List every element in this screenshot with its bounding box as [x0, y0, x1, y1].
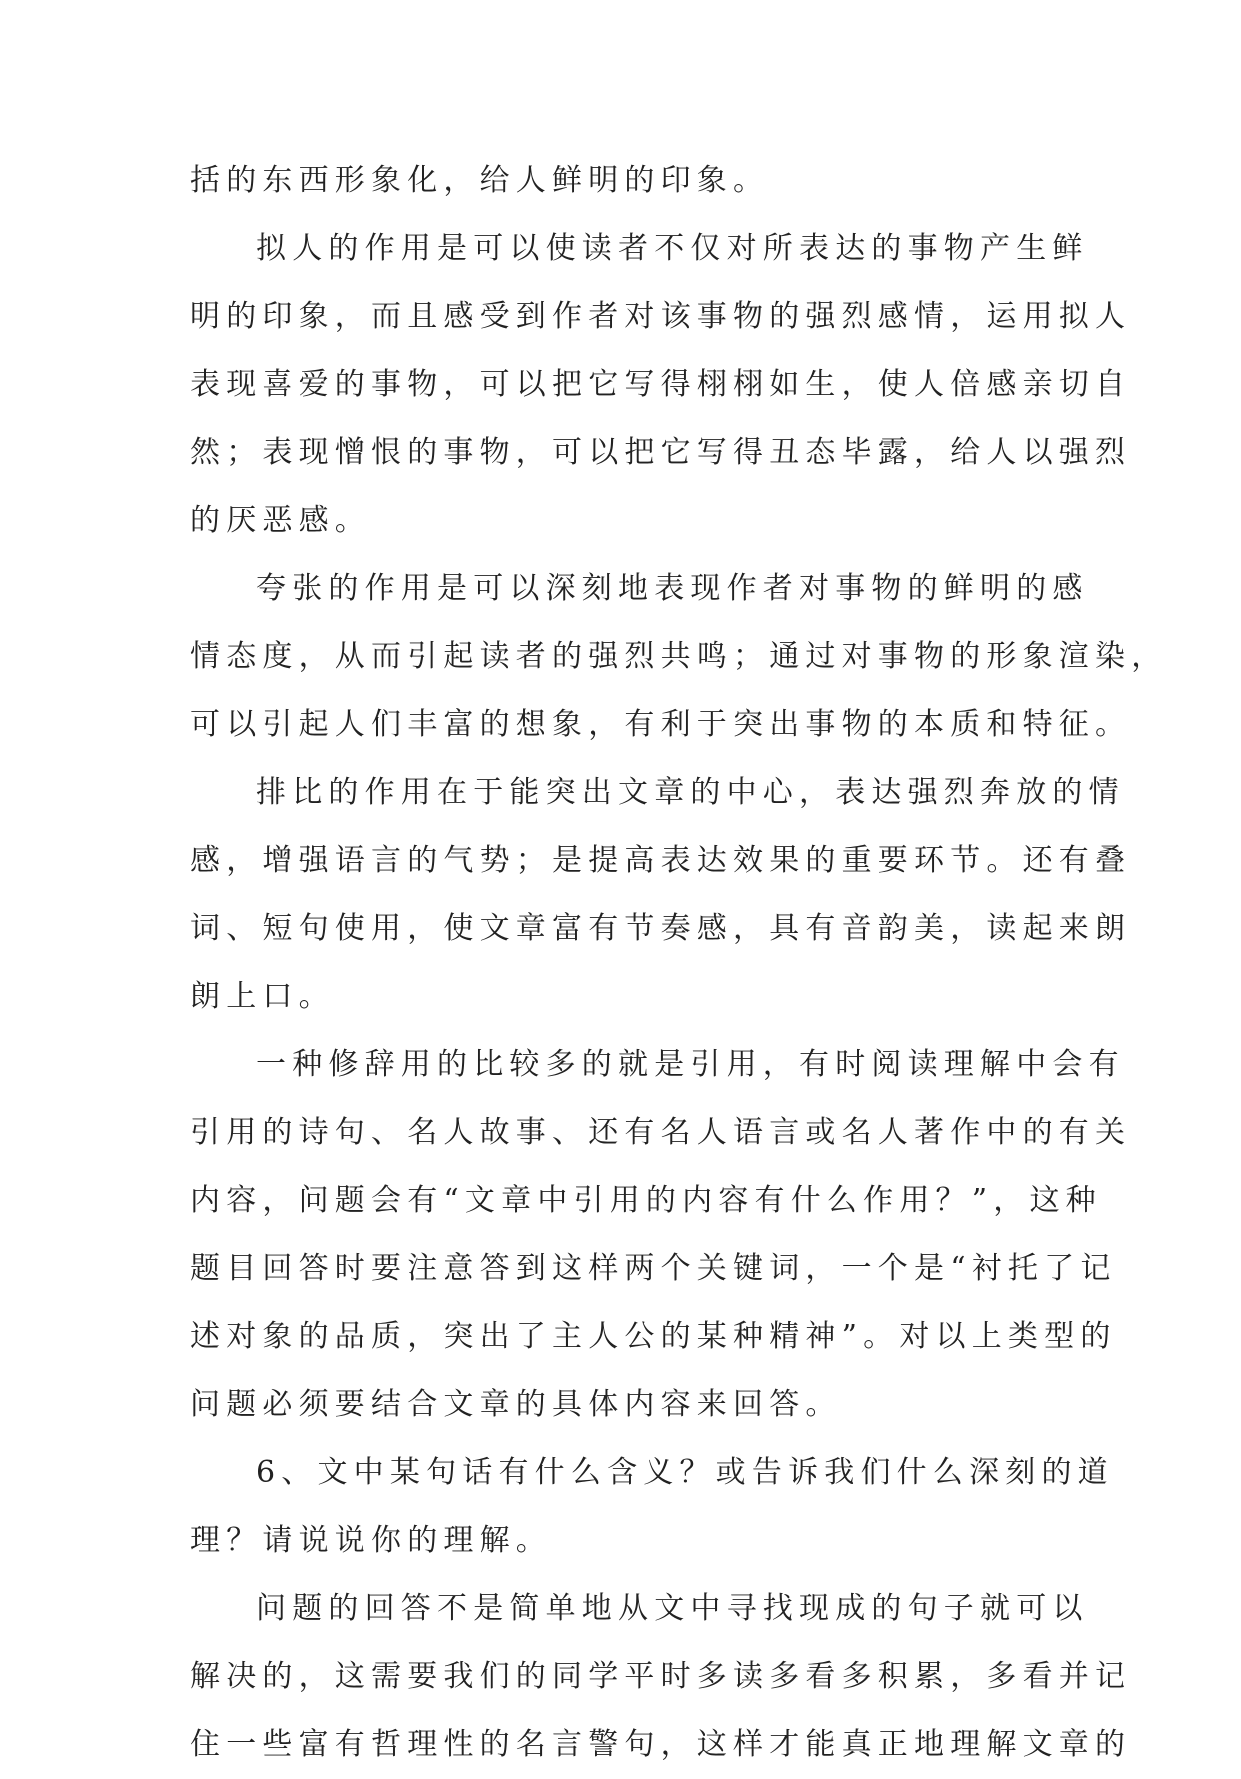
document-body	[190, 147, 1168, 1779]
text-line: 情态度，从而引起读者的强烈共鸣；通过对事物的形象渲染，	[190, 639, 1168, 674]
text-line: 引用的诗句、名人故事、还有名人语言或名人著作中的有关	[190, 1115, 1132, 1150]
text-line: 问题的回答不是简单地从文中寻找现成的句子就可以	[256, 1591, 1089, 1626]
text-line: 词、短句使用，使文章富有节奏感，具有音韵美，读起来朗	[190, 911, 1132, 946]
text-line: 6、文中某句话有什么含义？或告诉我们什么深刻的道	[256, 1455, 1114, 1490]
text-line: 括的东西形象化，给人鲜明的印象。	[190, 163, 770, 198]
text-line: 表现喜爱的事物，可以把它写得栩栩如生，使人倍感亲切自	[190, 367, 1132, 402]
text-line: 内容，问题会有“文章中引用的内容有什么作用？”，这种	[190, 1183, 1102, 1218]
text-line: 的厌恶感。	[190, 503, 371, 538]
text-line: 述对象的品质，突出了主人公的某种精神”。对以上类型的	[190, 1319, 1117, 1354]
text-line: 住一些富有哲理性的名言警句，这样才能真正地理解文章的	[190, 1727, 1132, 1762]
text-line: 然；表现憎恨的事物，可以把它写得丑态毕露，给人以强烈	[190, 435, 1132, 470]
text-line: 感，增强语言的气势；是提高表达效果的重要环节。还有叠	[190, 843, 1132, 878]
text-line: 拟人的作用是可以使读者不仅对所表达的事物产生鲜	[256, 231, 1089, 266]
text-line: 可以引起人们丰富的想象，有利于突出事物的本质和特征。	[190, 707, 1132, 742]
text-line: 一种修辞用的比较多的就是引用，有时阅读理解中会有	[256, 1047, 1125, 1082]
text-line: 题目回答时要注意答到这样两个关键词，一个是“衬托了记	[190, 1251, 1117, 1286]
text-line: 明的印象，而且感受到作者对该事物的强烈感情，运用拟人	[190, 299, 1132, 334]
text-line: 夸张的作用是可以深刻地表现作者对事物的鲜明的感	[256, 571, 1089, 606]
text-line: 理？请说说你的理解。	[190, 1523, 552, 1558]
text-line: 排比的作用在于能突出文章的中心，表达强烈奔放的情	[256, 775, 1125, 810]
text-line: 朗上口。	[190, 979, 335, 1014]
text-line: 问题必须要结合文章的具体内容来回答。	[190, 1387, 842, 1422]
text-line: 解决的，这需要我们的同学平时多读多看多积累，多看并记	[190, 1659, 1132, 1694]
